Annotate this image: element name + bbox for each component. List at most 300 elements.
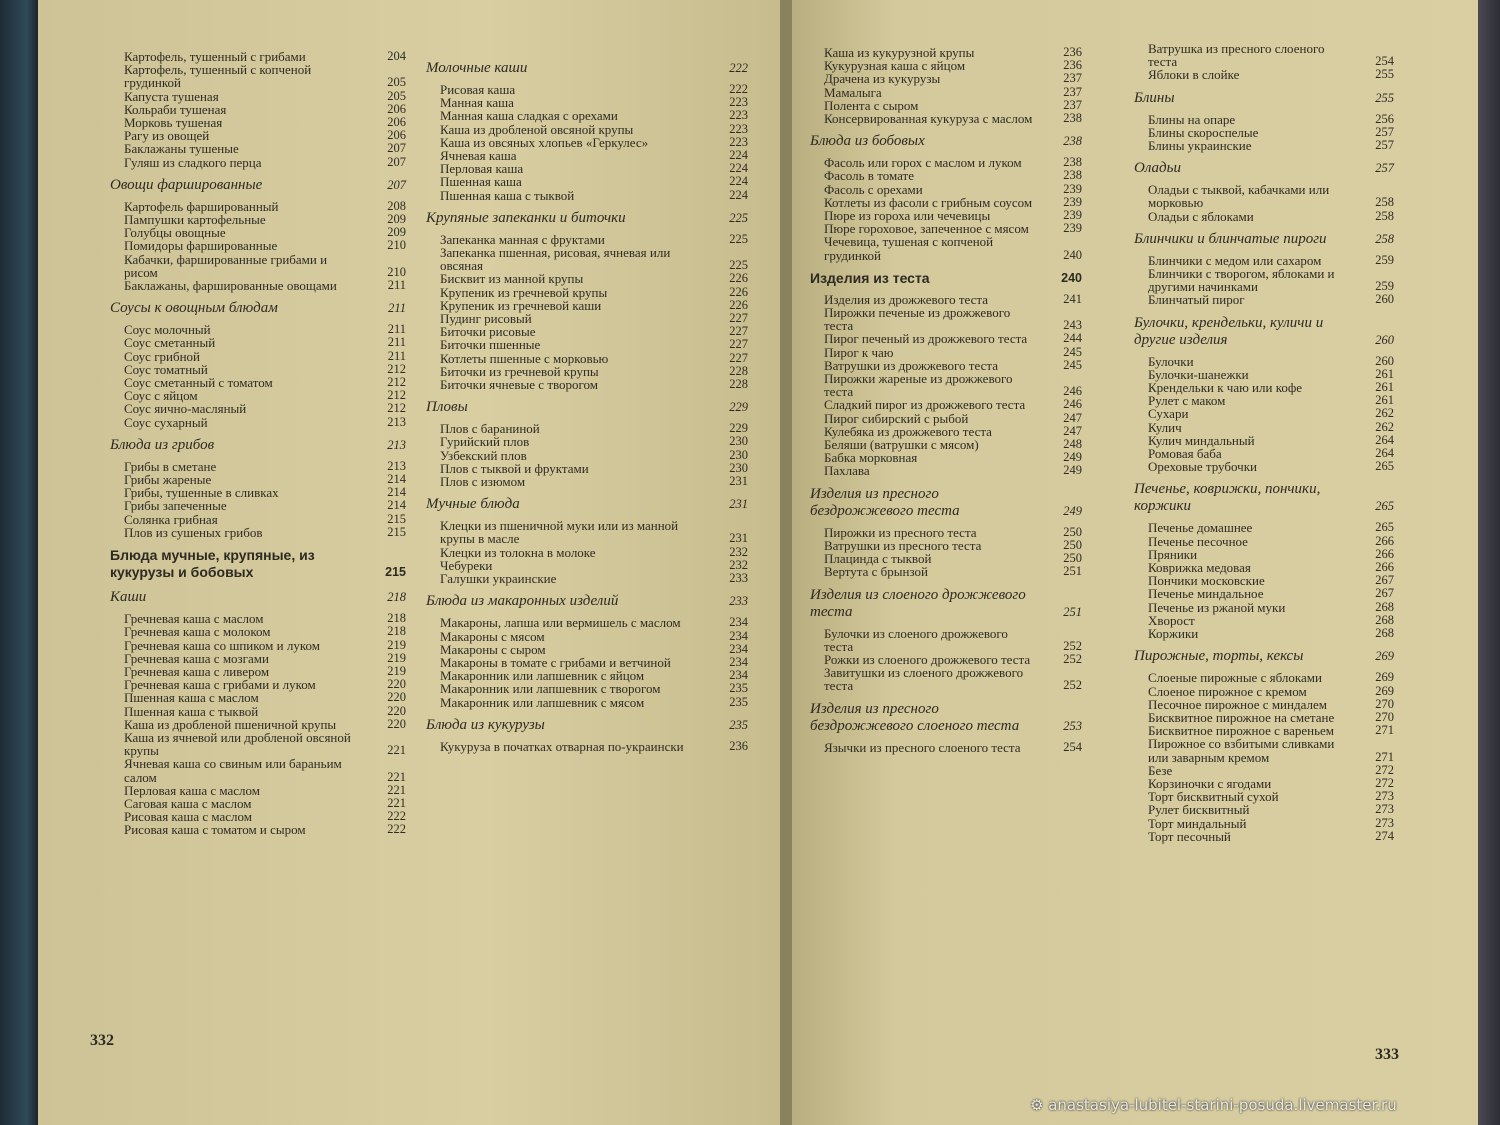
entry-title: Соус сметанный с томатом [124,375,273,391]
entry-page-number: 233 [729,571,748,586]
toc-entry [810,112,1082,125]
entry-page-number: 236 [729,738,748,753]
entry-page-number: 236 [1063,45,1082,59]
entry-title: Саговая каша с маслом [124,795,252,811]
toc-entry [1134,830,1394,843]
toc-entry [426,175,748,188]
entry-page-number: 215 [387,511,406,526]
entry-page-number: 218 [387,590,406,605]
entry-page-number: 229 [729,421,748,436]
entry-title: Пшенная каша с маслом [124,690,259,706]
entry-title: Капуста тушеная [124,88,219,104]
toc-entry [426,109,748,122]
entry-title: Биточки ячневые с творогом [440,377,599,393]
toc-entry [110,625,406,638]
toc-entry [110,639,406,652]
entry-title: Кулич миндальный [1148,432,1255,448]
toc-entry [1134,671,1394,684]
toc-entry [426,246,748,272]
entry-title: Ромовая баба [1148,446,1222,462]
entry-title: Макароны в томате с грибами и ветчиной [440,654,671,670]
entry-page-number: 273 [1375,815,1394,830]
entry-page-number: 261 [1375,366,1394,381]
toc-entry [426,682,748,695]
toc-entry [110,823,406,836]
entry-title: Каши [110,589,147,606]
entry-page-number: 269 [1375,670,1394,685]
entry-page-number: 234 [729,628,748,643]
entry-title: Клецки из пшеничной муки или из манной крупы в масле [440,518,679,547]
entry-title: Пшенная каша с тыквой [124,703,259,719]
toc-entry [810,183,1082,196]
entry-page-number: 238 [1063,111,1082,126]
toc-entry [1134,737,1394,763]
entry-page-number: 205 [387,88,406,103]
entry-page-number: 218 [387,611,406,626]
entry-page-number: 223 [729,134,748,149]
entry-page-number: 233 [729,594,748,609]
entry-page-number: 211 [387,348,406,363]
entry-title: Пюре гороховое, запеченное с мясом [824,221,1029,237]
entry-page-number: 212 [387,375,406,390]
entry-title: Завитушки из слоеного дрожжевого теста [824,665,1024,694]
toc-entry [426,546,748,559]
entry-page-number: 226 [729,271,748,286]
entry-title: Макаронник или лапшевник с творогом [440,681,661,697]
entry-title: Плов с бараниной [440,421,540,437]
entry-title: Гурийский плов [440,434,530,450]
section-heading [1134,231,1394,248]
entry-title: Гречневая каша с ливером [124,663,270,679]
entry-page-number: 207 [387,154,406,169]
entry-page-number: 210 [387,264,406,279]
entry-title: Ячневая каша [440,148,517,164]
entry-title: Пловы [426,399,468,416]
entry-page-number: 205 [387,75,406,90]
section-heading [810,133,1082,150]
entry-page-number: 228 [729,363,748,378]
entry-page-number: 250 [1063,537,1082,552]
entry-page-number: 273 [1375,789,1394,804]
entry-page-number: 211 [387,335,406,350]
entry-title: Гуляш из сладкого перца [124,154,262,170]
toc-entry [110,279,406,292]
toc-entry [810,398,1082,411]
entry-page-number: 249 [1063,463,1082,478]
entry-page-number: 215 [385,565,406,580]
toc-entry [1134,601,1394,614]
entry-title: Беляши (ватрушки с мясом) [824,437,979,453]
toc-entry [426,616,748,629]
entry-page-number: 238 [1063,155,1082,170]
entry-page-number: 213 [387,437,406,452]
watermark-icon: ⚙ [1030,1096,1049,1114]
entry-page-number: 250 [1063,551,1082,566]
entry-title: Плов из сушеных грибов [124,524,263,540]
entry-title: Блюда из бобовых [810,133,925,150]
entry-page-number: 240 [1061,270,1082,285]
entry-title: Макароны с сыром [440,641,546,657]
entry-page-number: 220 [387,690,406,705]
entry-page-number: 249 [1063,450,1082,465]
entry-page-number: 266 [1375,560,1394,575]
entry-title: Песочное пирожное с миндалем [1148,696,1327,712]
entry-title: Булочки из слоеного дрожжевого теста [824,625,1008,654]
entry-title: Блинчатый пирог [1148,292,1245,308]
toc-entry [426,643,748,656]
entry-page-number: 221 [387,769,406,784]
entry-title: Фасоль с орехами [824,181,923,197]
entry-page-number: 234 [729,654,748,669]
entry-page-number: 246 [1063,397,1082,412]
entry-title: Крупеник из гречневой каши [440,297,602,313]
entry-title: Биточки рисовые [440,324,536,340]
toc-entry [1134,183,1394,209]
entry-page-number: 226 [729,297,748,312]
entry-title: Блинчики с медом или сахаром [1148,252,1322,268]
toc-entry [1134,139,1394,152]
entry-title: Изделия из пресного бездрожжевого теста [810,485,960,519]
toc-entry [1134,407,1394,420]
entry-page-number: 212 [387,361,406,376]
entry-page-number: 222 [729,82,748,96]
entry-title: Полента с сыром [824,97,919,113]
section-heading [426,496,748,513]
entry-title: Молочные каши [426,60,528,76]
entry-page-number: 238 [1063,168,1082,183]
entry-page-number: 227 [729,350,748,365]
entry-page-number: 250 [1063,524,1082,539]
section-heading [110,177,406,194]
entry-page-number: 258 [1375,195,1394,210]
entry-page-number: 239 [1063,194,1082,209]
toc-entry [426,696,748,709]
entry-page-number: 204 [387,49,406,63]
toc-entry [426,338,748,351]
entry-title: Каша из ячневой или дробленой овсяной крупы [124,729,351,759]
entry-page-number: 220 [387,716,406,731]
entry-title: Галушки украинские [440,571,557,587]
entry-page-number: 235 [729,694,748,709]
entry-page-number: 239 [1063,181,1082,196]
entry-title: Изделия из пресного бездрожжевого слоеного теста [810,700,1020,734]
toc-entry [810,86,1082,99]
entry-title: Гречневая каша с мозгами [124,650,269,666]
section-heading [1134,90,1394,107]
entry-page-number: 223 [729,121,748,136]
entry-page-number: 235 [729,717,748,732]
book-cover-left [0,0,38,1125]
entry-page-number: 261 [1375,393,1394,408]
entry-page-number: 206 [387,115,406,130]
book-spine [780,0,792,1125]
entry-page-number: 269 [1375,649,1394,664]
entry-page-number: 244 [1063,331,1082,346]
book-cover-right [1478,0,1500,1125]
entry-page-number: 225 [729,258,748,273]
entry-page-number: 224 [729,161,748,176]
entry-page-number: 218 [387,624,406,639]
entry-title: Плацинда с тыквой [824,551,932,567]
entry-title: Ореховые трубочки [1148,459,1257,475]
entry-page-number: 265 [1375,520,1394,535]
section-heading [426,399,748,416]
left-page [38,0,780,1125]
entry-page-number: 231 [729,531,748,546]
section-heading [426,717,748,734]
toc-entry [110,757,406,783]
entry-page-number: 224 [729,148,748,163]
toc-entry [1134,460,1394,473]
entry-page-number: 252 [1063,678,1082,693]
entry-title: Рисовая каша с томатом и сыром [124,822,306,838]
entry-title: Язычки из пресного слоеного теста [824,739,1021,755]
section-heading [1134,481,1394,515]
entry-title: Пряники [1148,546,1198,562]
entry-title: Картофель, тушенный с копченой грудинкой [124,62,312,91]
entry-title: Гречневая каша с грибами и луком [124,677,316,693]
entry-title: Грибы в сметане [124,458,217,474]
entry-page-number: 261 [1375,380,1394,395]
entry-page-number: 245 [1063,344,1082,359]
entry-title: Котлеты пшенные с морковью [440,350,609,366]
toc-entry [426,189,748,202]
entry-page-number: 229 [729,400,748,415]
chapter-heading [110,547,406,581]
toc-entry [810,464,1082,477]
section-heading [426,60,748,77]
entry-page-number: 246 [1063,384,1082,399]
entry-title: Пампушки картофельные [124,212,266,228]
entry-title: Голубцы овощные [124,225,226,241]
entry-page-number: 259 [1375,279,1394,294]
entry-page-number: 214 [387,485,406,500]
toc-entry [810,741,1082,754]
entry-page-number: 245 [1063,357,1082,372]
entry-page-number: 236 [1063,58,1082,73]
toc-entry [110,718,406,731]
entry-page-number: 228 [729,377,748,392]
entry-title: Ватрушка из пресного слоеного теста [1148,41,1325,70]
toc-entry [1134,587,1394,600]
entry-page-number: 239 [1063,208,1082,223]
entry-page-number: 264 [1375,446,1394,461]
entry-page-number: 257 [1375,124,1394,139]
entry-page-number: 270 [1375,709,1394,724]
entry-title: Соус с яйцом [124,388,198,404]
entry-page-number: 260 [1375,353,1394,368]
entry-page-number: 266 [1375,533,1394,548]
entry-title: Печенье миндальное [1148,586,1264,602]
entry-page-number: 213 [387,458,406,473]
entry-title: Изделия из слоеного дрожжевого теста [810,586,1026,620]
entry-page-number: 253 [1063,718,1082,733]
toc-entry [1134,627,1394,640]
entry-page-number: 239 [1063,221,1082,236]
entry-title: Запеканка манная с фруктами [440,231,605,247]
toc-entry [110,156,406,169]
entry-page-number: 222 [729,61,748,75]
entry-title: Пирог сибирский с рыбой [824,410,969,426]
entry-page-number: 221 [387,782,406,797]
entry-title: Солянка грибная [124,511,218,527]
entry-page-number: 231 [729,474,748,489]
entry-title: Узбекский плов [440,447,527,463]
entry-title: Картофель фаршированный [124,198,279,214]
entry-title: Торт бисквитный сухой [1148,789,1279,805]
entry-page-number: 211 [387,322,406,337]
entry-title: Блюда мучные, крупяные, из кукурузы и бобовых [110,547,315,581]
entry-title: Плов с изюмом [440,474,526,490]
entry-title: Пюре из гороха или чечевицы [824,208,991,224]
entry-page-number: 237 [1063,84,1082,99]
entry-page-number: 254 [1063,739,1082,754]
entry-title: Консервированная кукуруза с маслом [824,111,1033,127]
entry-title: Печенье из ржаной муки [1148,599,1286,615]
entry-title: Торт миндальный [1148,815,1247,831]
entry-title: Коржики [1148,626,1199,642]
toc-entry [426,449,748,462]
section-heading [110,589,406,606]
entry-page-number: 251 [1063,564,1082,579]
entry-title: Коврижка медовая [1148,560,1251,576]
entry-page-number: 247 [1063,410,1082,425]
entry-title: Макароны, лапша или вермишель с маслом [440,615,681,631]
entry-page-number: 230 [729,447,748,462]
entry-page-number: 226 [729,284,748,299]
entry-page-number: 265 [1375,499,1394,514]
toc-entry [1134,293,1394,306]
toc-entry [810,412,1082,425]
entry-title: Гречневая каша с маслом [124,611,264,627]
section-heading [1134,160,1394,177]
entry-title: Слоеные пирожные с яблоками [1148,670,1322,686]
watermark-text [1030,1096,1397,1114]
entry-page-number: 223 [729,108,748,123]
entry-page-number: 256 [1375,111,1394,126]
entry-title: Пирог печеный из дрожжевого теста [824,331,1028,347]
entry-title: Ватрушки из дрожжевого теста [824,357,998,373]
toc-entry [810,306,1082,332]
entry-title: Грибы запеченные [124,498,227,514]
entry-title: Перловая каша с маслом [124,782,261,798]
entry-page-number: 232 [729,557,748,572]
entry-title: Манная каша сладкая с орехами [440,108,618,124]
entry-page-number: 210 [387,238,406,253]
entry-page-number: 267 [1375,586,1394,601]
toc-entry [1134,42,1394,68]
entry-title: Яблоки в слойке [1148,67,1240,83]
entry-title: Пирожные, торты, кексы [1134,648,1304,665]
toc-entry [426,519,748,545]
entry-title: Соус сухарный [124,414,208,430]
entry-title: Блинчики и блинчатые пироги [1134,230,1327,247]
entry-title: Печенье, коврижки, пончики, коржики [1134,481,1321,515]
entry-page-number: 227 [729,311,748,326]
toc-entry [110,705,406,718]
toc-entry [426,272,748,285]
entry-title: Блины украинские [1148,138,1252,154]
right-page [792,0,1478,1125]
toc-entry [110,526,406,539]
entry-title: Кукурузная каша с яйцом [824,58,966,74]
entry-page-number: 207 [387,141,406,156]
toc-entry [1134,817,1394,830]
entry-title: Рулет с маком [1148,393,1226,409]
toc-entry [426,352,748,365]
entry-page-number: 247 [1063,423,1082,438]
entry-page-number: 274 [1375,828,1394,843]
toc-entry [810,235,1082,261]
toc-entry [110,416,406,429]
entry-page-number: 252 [1063,651,1082,666]
section-heading [1134,648,1394,665]
entry-title: Соус грибной [124,348,201,364]
entry-title: Изделия из теста [810,269,930,286]
entry-title: Рожки из слоеного дрожжевого теста [824,651,1031,667]
entry-title: Оладьи с тыквой, кабачками или морковью [1148,182,1330,211]
entry-page-number: 209 [387,212,406,227]
entry-title: Чечевица, тушеная с копченой грудинкой [824,234,994,263]
entry-title: Рисовая каша с маслом [124,809,253,825]
entry-title: Слоеное пирожное с кремом [1148,683,1307,699]
entry-title: Бисквит из манной крупы [440,271,584,287]
entry-page-number: 206 [387,128,406,143]
entry-title: Пончики московские [1148,573,1265,589]
toc-entry [1134,210,1394,223]
entry-title: Баклажаны, фаршированные овощами [124,278,337,294]
entry-page-number: 222 [387,822,406,837]
entry-page-number: 266 [1375,546,1394,561]
entry-title: Блины скороспелые [1148,124,1259,140]
entry-title: Сладкий пирог из дрожжевого теста [824,397,1026,413]
entry-page-number: 235 [729,681,748,696]
entry-page-number: 207 [387,177,406,192]
entry-title: Гречневая каша с молоком [124,624,271,640]
toc-entry [810,565,1082,578]
entry-page-number: 272 [1375,775,1394,790]
toc-entry [810,666,1082,692]
section-heading [426,210,748,227]
entry-title: Помидоры фаршированные [124,238,278,254]
entry-title: Макароны с мясом [440,628,545,644]
entry-page-number: 208 [387,198,406,213]
toc-entry [110,253,406,279]
entry-title: Вертута с брынзой [824,564,928,580]
entry-page-number: 262 [1375,419,1394,434]
entry-title: Мамалыга [824,84,882,100]
entry-page-number: 267 [1375,573,1394,588]
entry-title: Кулебяка из дрожжевого теста [824,423,992,439]
entry-page-number: 219 [387,663,406,678]
entry-title: Булочки-шанежки [1148,366,1249,382]
entry-title: Пирожки печеные из дрожжевого теста [824,305,1011,334]
entry-title: Соус молочный [124,322,211,338]
entry-title: Пирожки из пресного теста [824,524,977,540]
entry-page-number: 243 [1063,318,1082,333]
entry-page-number: 273 [1375,802,1394,817]
toc-entry [1134,267,1394,293]
entry-title: Баклажаны тушеные [124,141,239,157]
entry-title: Мучные блюда [426,496,520,513]
section-heading [110,437,406,454]
toc-entry [110,90,406,103]
entry-title: Грибы, тушенные в сливках [124,485,279,501]
entry-page-number: 213 [387,414,406,429]
entry-page-number: 220 [387,703,406,718]
entry-title: Крупяные запеканки и биточки [426,209,626,226]
entry-title: Оладьи [1134,160,1181,177]
